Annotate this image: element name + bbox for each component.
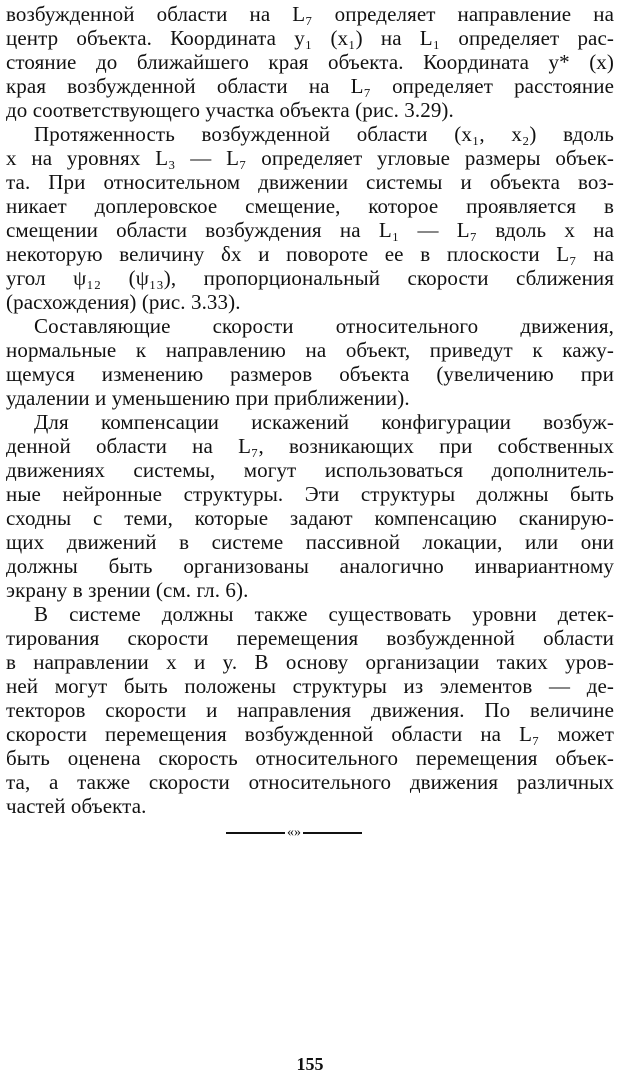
- text-line: та. При относительном движении системы и объекта воз-: [6, 170, 614, 194]
- text-line: ней могут быть положены структуры из элементов — де-: [6, 674, 614, 698]
- text-line: до соответствующего участка объекта (рис. 3.29).: [6, 98, 454, 122]
- text-line: смещении области возбуждения на L₁ — L₇ вдоль x на: [6, 218, 614, 242]
- text-line: тирования скорости перемещения возбужденной области: [6, 626, 614, 650]
- text-line: стояние до ближайшего края объекта. Координата y* (x): [6, 50, 614, 74]
- text-line: края возбужденной области на L₇ определяет расстояние: [6, 74, 614, 98]
- text-line: в направлении x и y. В основу организации таких уров-: [6, 650, 614, 674]
- text-line: денной области на L₇, возникающих при собственных: [6, 434, 614, 458]
- text-line: возбужденной области на L₇ определяет направление на: [6, 2, 614, 26]
- paragraph-first-line: Протяженность возбужденной области (x₁, x₂) вдоль: [34, 122, 614, 146]
- text-line: экрану в зрении (см. гл. 6).: [6, 578, 249, 602]
- text-line: ные нейронные структуры. Эти структуры должны быть: [6, 482, 614, 506]
- section-end-ornament: [226, 826, 362, 840]
- text-line: удалении и уменьшению при приближении).: [6, 386, 410, 410]
- paragraph-first-line: В системе должны также существовать уровни детек-: [34, 602, 614, 626]
- text-line: никает доплеровское смещение, которое проявляется в: [6, 194, 614, 218]
- text-line: (расхождения) (рис. 3.33).: [6, 290, 241, 314]
- text-line: текторов скорости и направления движения. По величине: [6, 698, 614, 722]
- text-line: нормальные к направлению на объект, приведут к кажу-: [6, 338, 614, 362]
- paragraph-first-line: Для компенсации искажений конфигурации возбуж-: [34, 410, 614, 434]
- text-line: движениях системы, могут использоваться дополнитель-: [6, 458, 614, 482]
- text-line: щих движений в системе пассивной локации, или они: [6, 530, 614, 554]
- text-line: сходны с теми, которые задают компенсацию сканирую-: [6, 506, 614, 530]
- text-line: частей объекта.: [6, 794, 147, 818]
- ornament-glyph: «»: [287, 825, 301, 840]
- text-line: некоторую величину δx и повороте ее в плоскости L₇ на: [6, 242, 614, 266]
- text-line: щемуся изменению размеров объекта (увеличению при: [6, 362, 614, 386]
- paragraph-first-line: Составляющие скорости относительного движения,: [34, 314, 614, 338]
- text-line: должны быть организованы аналогично инвариантному: [6, 554, 614, 578]
- text-line: x на уровнях L₃ — L₇ определяет угловые размеры объек-: [6, 146, 614, 170]
- text-line: угол ψ₁₂ (ψ₁₃), пропорциональный скорости сближения: [6, 266, 614, 290]
- text-line: центр объекта. Координата y₁ (x₁) на L₁ определяет рас-: [6, 26, 614, 50]
- page-number: 155: [296, 1054, 324, 1074]
- ornament-rule-left: [226, 832, 285, 834]
- ornament-rule-right: [303, 832, 362, 834]
- text-line: та, а также скорости относительного движения различных: [6, 770, 614, 794]
- text-line: скорости перемещения возбужденной области на L₇ может: [6, 722, 614, 746]
- text-line: быть оценена скорость относительного перемещения объек-: [6, 746, 614, 770]
